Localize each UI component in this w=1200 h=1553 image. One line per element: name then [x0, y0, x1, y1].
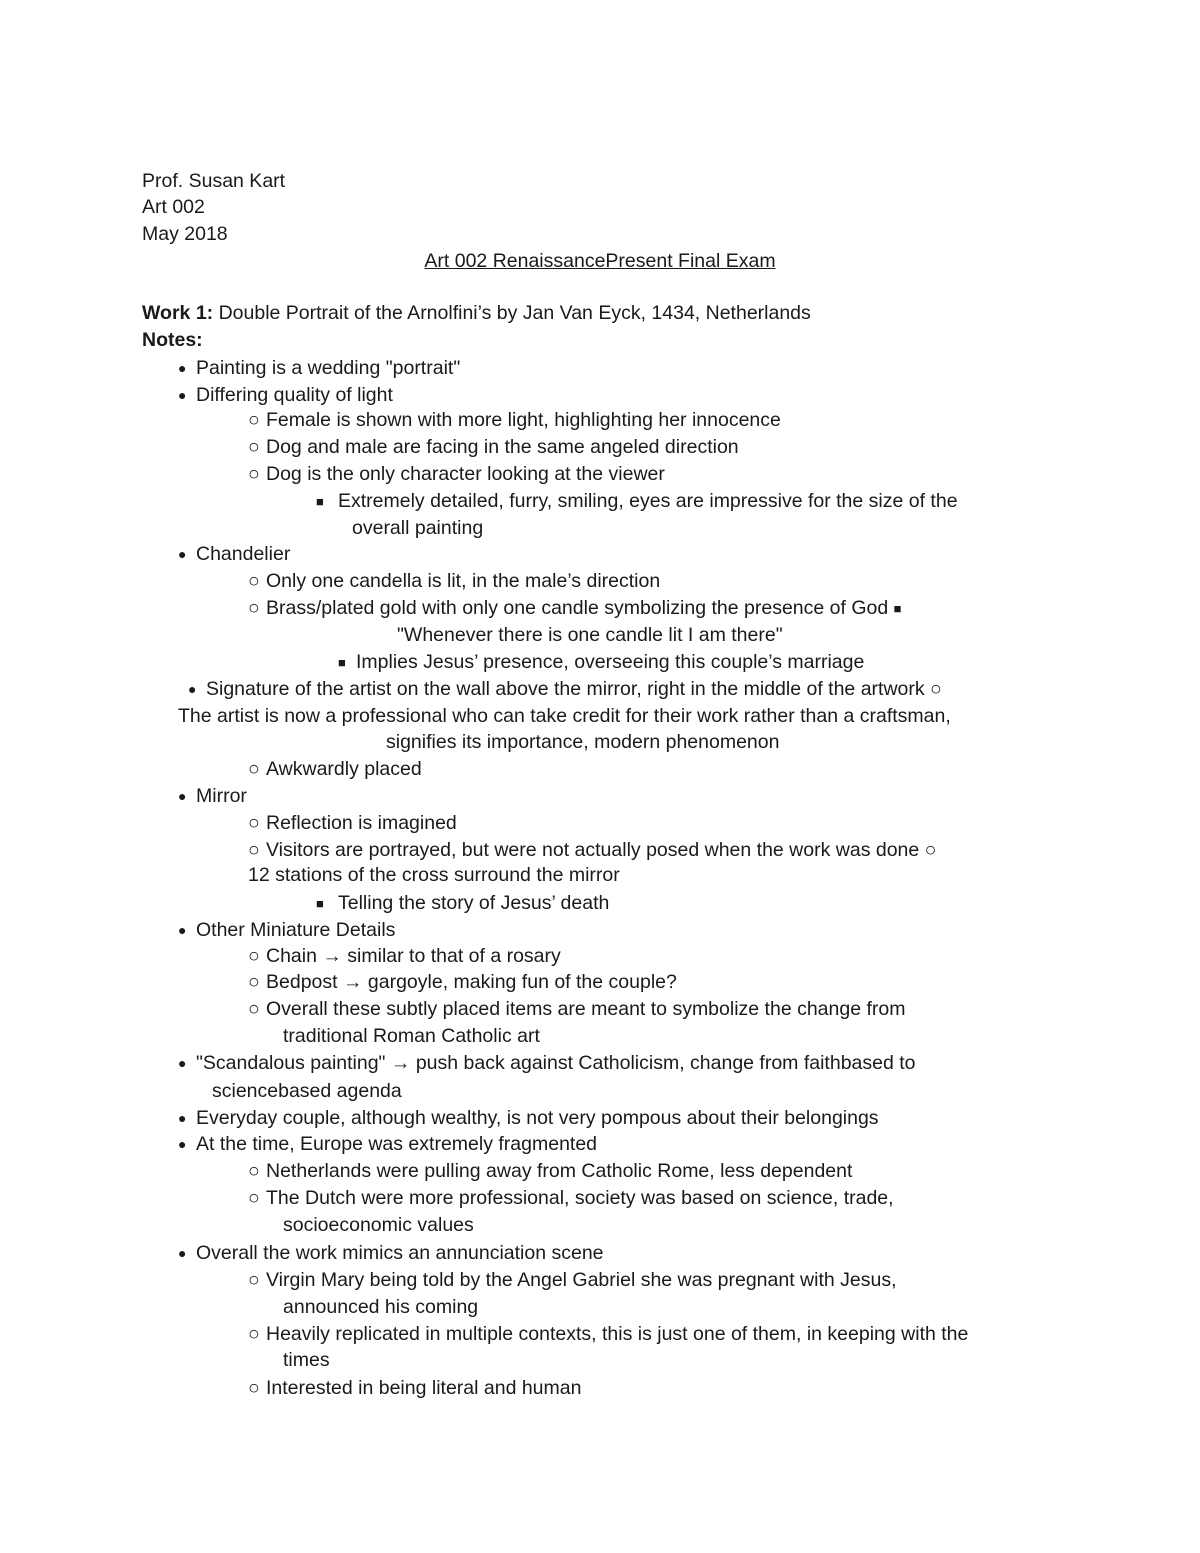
professor-name: Prof. Susan Kart — [142, 170, 286, 192]
circle-bullet-icon: ○ — [930, 678, 942, 700]
bullet-icon: ● — [188, 681, 197, 697]
list-item: ● Overall the work mimics an annunciation scene — [178, 1240, 604, 1267]
list-item: ● Differing quality of light — [178, 382, 393, 409]
list-item: ○ Only one candella is lit, in the male’s direction — [248, 568, 660, 595]
circle-bullet-icon: ○ — [248, 436, 260, 458]
list-item: ● Other Miniature Details — [178, 917, 395, 944]
bullet-icon: ● — [178, 546, 187, 562]
work-heading — [142, 300, 811, 327]
circle-bullet-icon: ○ — [248, 1323, 260, 1345]
list-item: ● "Scandalous painting" → push back against Catholicism, change from faithbased to — [178, 1050, 916, 1077]
list-item: ○ The Dutch were more professional, society was based on science, trade, — [248, 1185, 894, 1212]
list-item: ○ Chain → similar to that of a rosary — [248, 943, 561, 970]
work-description: Double Portrait of the Arnolfini’s by Jan Van Eyck, 1434, Netherlands — [213, 302, 811, 324]
list-item: ■ Telling the story of Jesus’ death — [316, 890, 609, 917]
bullet-icon: ● — [178, 1245, 187, 1261]
circle-bullet-icon: ○ — [248, 998, 260, 1020]
list-item: ○ Netherlands were pulling away from Catholic Rome, less dependent — [248, 1158, 852, 1185]
circle-bullet-icon: ○ — [248, 812, 260, 834]
circle-bullet-icon: ○ — [248, 758, 260, 780]
list-item-continuation: overall painting — [352, 517, 484, 539]
bullet-icon: ● — [178, 788, 187, 804]
list-item-continuation: announced his coming — [283, 1296, 479, 1318]
list-item-continuation: times — [283, 1349, 330, 1371]
circle-bullet-icon: ○ — [248, 1269, 260, 1291]
list-item: ● Signature of the artist on the wall above the mirror, right in the middle of the artwork ○ — [188, 676, 942, 703]
list-item: ○ Overall these subtly placed items are meant to symbolize the change from — [248, 996, 905, 1023]
list-item: ○ Heavily replicated in multiple contexts, this is just one of them, in keeping with the — [248, 1321, 968, 1348]
list-item: ■ Extremely detailed, furry, smiling, eyes are impressive for the size of the — [316, 488, 958, 515]
list-item: ○ Bedpost → gargoyle, making fun of the couple? — [248, 969, 677, 996]
list-item: ○ Awkwardly placed — [248, 756, 422, 783]
list-item-continuation: The artist is now a professional who can take credit for their work rather than a craftsman, — [178, 705, 951, 727]
list-item: ○ Visitors are portrayed, but were not actually posed when the work was done ○ — [248, 837, 936, 864]
circle-bullet-icon: ○ — [248, 1377, 260, 1399]
notes-label: Notes: — [142, 329, 203, 351]
square-bullet-icon: ■ — [893, 601, 902, 616]
document-title: Art 002 RenaissancePresent Final Exam — [424, 250, 776, 272]
list-item-continuation: sciencebased agenda — [212, 1080, 402, 1102]
list-item-continuation: "Whenever there is one candle lit I am there" — [397, 624, 783, 646]
list-item: ○ Virgin Mary being told by the Angel Gabriel she was pregnant with Jesus, — [248, 1267, 897, 1294]
list-item: ● Chandelier — [178, 541, 290, 568]
list-item: ○ Dog is the only character looking at the viewer — [248, 461, 665, 488]
bullet-icon: ● — [178, 1110, 187, 1126]
square-bullet-icon: ■ — [316, 494, 324, 509]
bullet-icon: ● — [178, 360, 187, 376]
list-item: ● Everyday couple, although wealthy, is not very pompous about their belongings — [178, 1105, 879, 1132]
circle-bullet-icon: ○ — [924, 839, 937, 861]
square-bullet-icon: ■ — [338, 655, 346, 670]
circle-bullet-icon: ○ — [248, 971, 260, 993]
list-item: ○ Interested in being literal and human — [248, 1375, 581, 1402]
list-item: ● Mirror — [178, 783, 247, 810]
list-item: ● At the time, Europe was extremely fragmented — [178, 1131, 597, 1158]
circle-bullet-icon: ○ — [248, 945, 260, 967]
circle-bullet-icon: ○ — [248, 570, 260, 592]
list-item-continuation: traditional Roman Catholic art — [283, 1025, 540, 1047]
circle-bullet-icon: ○ — [248, 839, 260, 861]
bullet-icon: ● — [178, 922, 187, 938]
circle-bullet-icon: ○ — [248, 1187, 260, 1209]
list-item: ○ Reflection is imagined — [248, 810, 457, 837]
list-item: ● Painting is a wedding "portrait" — [178, 355, 460, 382]
bullet-icon: ● — [178, 1136, 187, 1152]
list-item: ○ Brass/plated gold with only one candle symbolizing the presence of God ■ — [248, 595, 901, 622]
work-label: Work 1: — [142, 302, 214, 324]
bullet-icon: ● — [178, 387, 187, 403]
document-date: May 2018 — [142, 223, 228, 245]
circle-bullet-icon: ○ — [248, 1160, 260, 1182]
circle-bullet-icon: ○ — [248, 463, 260, 485]
circle-bullet-icon: ○ — [248, 597, 260, 619]
list-item: ■ Implies Jesus’ presence, overseeing this couple’s marriage — [338, 649, 864, 676]
course-code: Art 002 — [142, 196, 205, 218]
circle-bullet-icon: ○ — [248, 409, 260, 431]
bullet-icon: ● — [178, 1055, 187, 1071]
square-bullet-icon: ■ — [316, 896, 324, 911]
list-item-continuation: 12 stations of the cross surround the mirror — [248, 864, 620, 886]
list-item: ○ Dog and male are facing in the same angeled direction — [248, 434, 739, 461]
list-item-continuation: signifies its importance, modern phenomenon — [386, 731, 780, 753]
list-item-continuation: socioeconomic values — [283, 1214, 474, 1236]
list-item: ○ Female is shown with more light, highlighting her innocence — [248, 407, 781, 434]
